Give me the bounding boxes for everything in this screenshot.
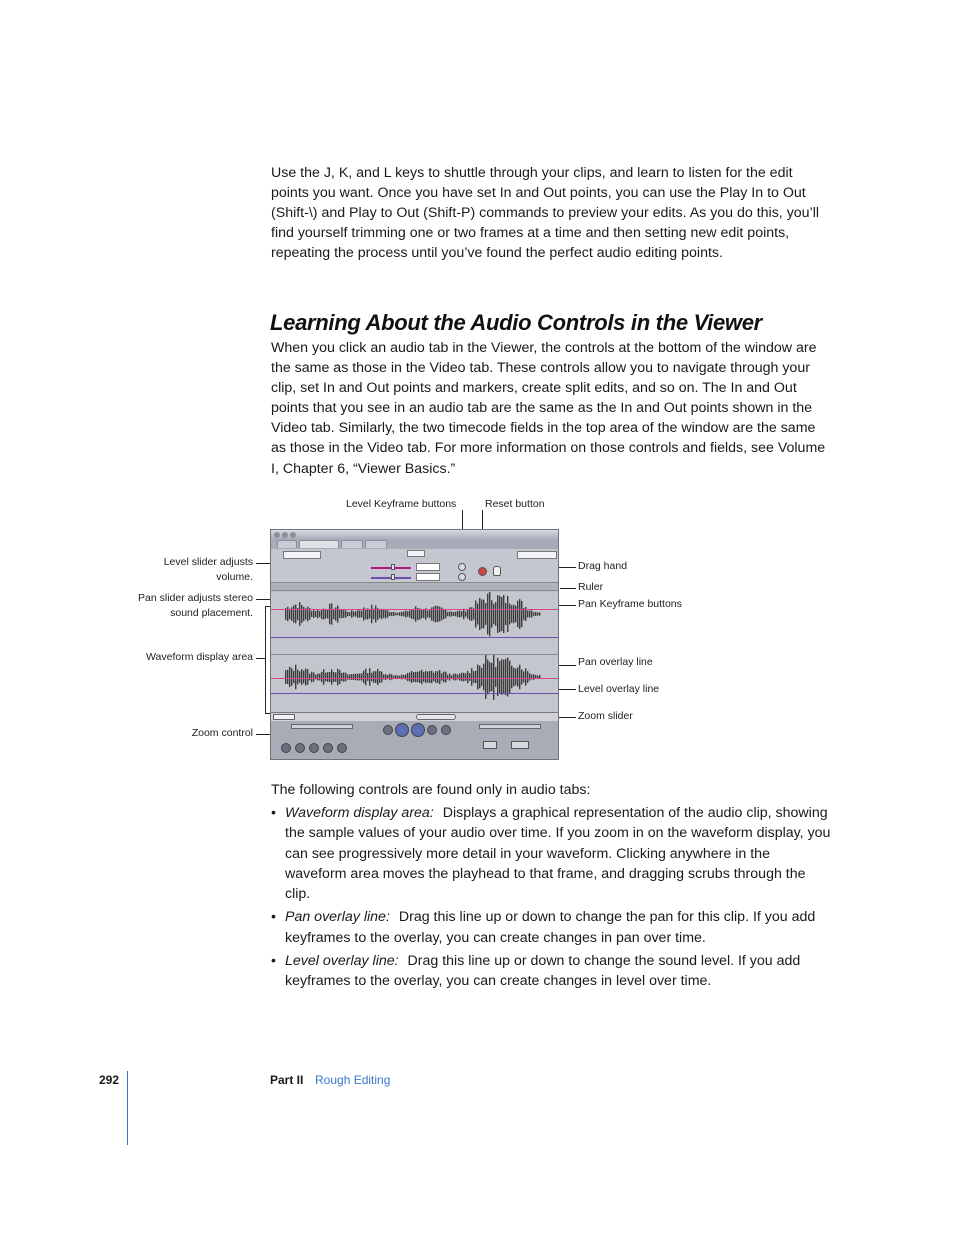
waveform-sample [387,610,388,617]
waveform-sample [299,602,300,626]
list-item: • Waveform display area: Displays a graphical representation of the audio clip, showing the sample values of your audio over time. If you zoom in on the waveform display, you can see progressively more detail in your waveform. Clicking anywhere in the waveform area moves the playhead to that frame, and dragging scrubs through the clip. [271,805,831,903]
play-in-to-out-button[interactable] [395,723,409,737]
waveform-sample [293,671,294,683]
waveform-sample [291,668,292,685]
waveform-sample [361,611,362,618]
bullet-text: Displays a graphical representation of the audio clip, showing the sample values of your audio over time. If you zoom in on the waveform display, you can see progressively more detail in your waveform. Clicking anywhere in the waveform area moves the playhead to that frame, and dragging scrubs through the clip. [285,805,831,903]
ruler[interactable] [271,582,558,591]
waveform-sample [517,667,518,686]
waveform-sample [461,611,462,616]
waveform-sample [395,613,396,616]
waveform-sample [385,610,386,619]
transport-controls [271,721,558,760]
waveform-sample [411,609,412,618]
waveform-sample [437,671,438,683]
waveform-sample [479,666,480,689]
waveform-sample [415,672,416,683]
intro-paragraph: Use the J, K, and L keys to shuttle through your clips, and learn to listen for the edit points you want. Once you have set In and Out points, you can use the Play In to Out (Shift-\) and Play to Out (Shift-P) commands to preview your edits. As you do this, you’ll find yourself trimming one or two frames at a time and then setting new edit points, repeating the process until you’ve found the perfect audio editing points. [271,165,820,262]
waveform-sample [355,674,356,680]
waveform-sample [369,668,370,685]
waveform-sample [495,667,496,687]
waveform-sample [345,610,346,617]
waveform-sample [497,658,498,696]
waveform-sample [381,609,382,619]
waveform-sample [369,610,370,619]
shuttle-control[interactable] [291,724,353,729]
waveform-sample [489,592,490,636]
waveform-sample [429,671,430,683]
list-item: • Level overlay line: Drag this line up or down to change the sound level. If you add keyframes to the overlay, you can create changes in level over time. [271,953,801,990]
mark-clip-button[interactable] [281,743,291,753]
waveform-sample [443,609,444,619]
waveform-sample [337,669,338,686]
waveform-sample [443,672,444,683]
waveform-sample [297,670,298,685]
waveform-sample [505,659,506,695]
callout-level-keyframe-buttons: Level Keyframe buttons [346,498,457,510]
waveform-sample [301,605,302,623]
bullet-text: Drag this line up or down to change the sound level. If you add keyframes to the overlay, you can create changes in level over time. [285,953,801,990]
waveform-sample [449,673,450,680]
waveform-sample [459,673,460,680]
waveform-sample [293,605,294,622]
waveform-sample [517,601,518,628]
waveform-sample [289,667,290,687]
tab-stereo[interactable] [299,540,339,548]
callout-zoom-slider: Zoom slider [578,710,633,722]
waveform-display-area[interactable] [271,592,558,712]
waveform-sample [453,674,454,681]
waveform-sample [349,612,350,616]
mark-in-button[interactable] [323,743,333,753]
current-timecode-field[interactable] [517,551,557,559]
waveform-sample [431,671,432,683]
waveform-sample [375,671,376,683]
callout-reset-button: Reset button [485,498,545,510]
waveform-sample [419,671,420,683]
waveform-sample [303,671,304,684]
waveform-sample [481,668,482,686]
waveform-sample [427,611,428,618]
viewer-window [270,529,559,760]
recent-clips-button[interactable] [511,741,529,749]
waveform-sample [403,612,404,617]
waveform-sample [459,611,460,618]
waveform-sample [477,603,478,624]
reset-button[interactable] [478,567,487,576]
waveform-sample [467,609,468,618]
pan-overlay-line-1[interactable] [271,637,558,638]
waveform-sample [421,670,422,684]
waveform-sample [371,605,372,623]
waveform-sample [335,672,336,681]
waveform-sample [513,605,514,623]
waveform-sample [421,610,422,619]
waveform-sample [435,671,436,683]
waveform-sample [529,610,530,617]
list-intro: The following controls are found only in audio tabs: [271,782,591,798]
waveform-sample [309,674,310,681]
waveform-sample [525,668,526,685]
waveform-sample [513,668,514,687]
zoom-slider-thumb[interactable] [416,714,456,720]
waveform-sample [347,612,348,617]
waveform-sample [383,610,384,618]
waveform-sample [445,672,446,683]
waveform-sample [457,611,458,617]
waveform-sample [339,670,340,684]
waveform-sample [521,669,522,684]
waveform-sample [455,674,456,681]
waveform-sample [475,600,476,627]
waveform-sample [331,669,332,684]
drag-hand-icon[interactable] [493,566,501,576]
waveform-sample [333,609,334,619]
pan-field[interactable] [416,573,440,581]
waveform-sample [511,666,512,689]
callout-pan-slider: Pan slider adjusts stereo sound placement. [138,592,253,619]
waveform-sample [425,608,426,619]
waveform-sample [481,599,482,628]
waveform-sample [307,669,308,685]
tab-filters[interactable] [341,540,363,548]
waveform-sample [311,611,312,617]
waveform-sample [499,661,500,693]
waveform-sample [461,673,462,681]
waveform-sample [341,610,342,618]
waveform-sample [343,610,344,618]
waveform-sample [501,597,502,631]
waveform-sample [357,610,358,618]
pan-overlay-line-2[interactable] [271,693,558,694]
callout-drag-hand: Drag hand [578,560,628,572]
waveform-sample [417,672,418,682]
pan-keyframe-button[interactable] [458,573,466,581]
section-heading: Learning About the Audio Controls in the Viewer [270,310,762,335]
waveform-sample [425,671,426,683]
section-paragraph: When you click an audio tab in the Viewer, the controls at the bottom of the window are the same as those in the Video tab. These controls allow you to navigate through your clip, set In and Out points and markers, create split edits, and so on. The In and Out points that you see in an audio tab are the same as the In and Out points shown in the Video tab. Similarly, the two timecode fields in the top area of the window are the same as those in the Video tab. For more information on those controls and fields, see Volume I, Chapter 6, “Viewer Basics.” [271,340,826,477]
waveform-sample [339,610,340,618]
waveform-sample [399,612,400,615]
waveform-sample [317,674,318,681]
bracket-waveform [265,606,266,714]
waveform-sample [407,611,408,616]
waveform-sample [321,672,322,682]
waveform-sample [491,600,492,628]
zoom-icon[interactable] [290,532,296,538]
play-button[interactable] [411,723,425,737]
waveform-sample [359,674,360,681]
waveform-sample [313,610,314,618]
match-frame-button[interactable] [483,741,497,749]
waveform-sample [295,665,296,690]
waveform-sample [537,612,538,615]
waveform-sample [455,612,456,617]
waveform-sample [379,610,380,618]
waveform-sample [373,671,374,683]
jog-control[interactable] [479,724,541,729]
bullet-term: Level overlay line: [285,953,399,970]
leader-ruler [560,588,576,589]
waveform-sample [315,611,316,617]
add-keyframe-button[interactable] [295,743,305,753]
waveform-sample [465,611,466,616]
waveform-sample [467,671,468,683]
callout-pan-keyframe-buttons: Pan Keyframe buttons [578,598,682,610]
waveform-sample [473,671,474,683]
level-field[interactable] [416,563,440,571]
list-item: • Pan overlay line: Drag this line up or down to change the pan for this clip. If you add keyframes to the overlay, you can create changes in pan over time. [271,909,816,946]
waveform-sample [533,612,534,616]
waveform-sample [371,673,372,681]
level-slider-thumb[interactable] [391,564,395,570]
previous-edit-button[interactable] [383,725,393,735]
bullet-list [271,803,831,995]
waveform-sample [381,672,382,683]
waveform-sample [351,674,352,680]
waveform-sample [527,610,528,617]
waveform-sample [423,672,424,682]
bullet-term: Waveform display area: [285,805,434,821]
waveform-sample [353,674,354,680]
waveform-sample [355,612,356,617]
waveform-sample [389,612,390,616]
waveform-sample [305,608,306,619]
waveform-sample [539,612,540,615]
waveform-sample [345,673,346,682]
footer-rule [127,1071,128,1145]
waveform-sample [453,612,454,616]
waveform-sample [447,612,448,616]
waveform-sample [511,605,512,623]
waveform-sample [391,612,392,616]
waveform-sample [433,673,434,682]
waveform-sample [479,598,480,630]
waveform-sample [305,669,306,686]
waveform-sample [287,670,288,684]
waveform-sample [351,610,352,617]
callout-ruler: Ruler [578,581,604,593]
waveform-sample [475,671,476,683]
close-icon[interactable] [274,532,280,538]
level-keyframe-button[interactable] [458,563,466,571]
waveform-sample [295,605,296,624]
bullet-text: Drag this line up or down to change the pan for this clip. If you add keyframes to the overlay, you can create changes in pan over time. [285,909,816,946]
level-overlay-line-2[interactable] [271,678,558,679]
waveform-sample [365,669,366,686]
waveform-sample [449,611,450,616]
zoom-slider[interactable] [271,712,558,721]
waveform-sample [483,664,484,691]
waveform-sample [505,603,506,625]
waveform-sample [357,674,358,681]
waveform-sample [519,599,520,629]
channel-divider [271,654,558,655]
waveform-sample [451,612,452,617]
waveform-sample [411,671,412,683]
waveform-sample [465,673,466,680]
waveform-channel-1 [285,592,540,636]
next-edit-button[interactable] [441,725,451,735]
waveform-sample [311,672,312,683]
waveform-sample [419,608,420,619]
waveform-sample [313,672,314,681]
waveform-sample [477,665,478,690]
waveform-sample [501,659,502,695]
waveform-sample [397,613,398,615]
waveform-sample [485,603,486,625]
waveform-sample [487,594,488,635]
waveform-sample [489,662,490,692]
footer-part: Part II [270,1073,304,1087]
tab-motion[interactable] [365,540,387,548]
waveform-sample [515,669,516,686]
tab-video[interactable] [277,540,297,548]
waveform-sample [317,610,318,619]
waveform-sample [367,673,368,681]
waveform-sample [289,609,290,620]
waveform-sample [535,612,536,616]
waveform-sample [445,610,446,618]
waveform-sample [503,660,504,694]
waveform-sample [473,608,474,619]
callout-level-overlay-line: Level overlay line [578,683,660,695]
waveform-sample [491,663,492,691]
waveform-sample [323,669,324,684]
waveform-sample [299,671,300,682]
waveform-sample [325,609,326,618]
waveform-sample [361,673,362,680]
page-number: 292 [99,1073,120,1087]
waveform-sample [527,671,528,683]
waveform-sample [325,673,326,681]
waveform-sample [519,665,520,689]
waveform-sample [463,609,464,619]
waveform-sample [341,673,342,681]
waveform-sample [301,669,302,685]
waveform-sample [329,672,330,682]
waveform-sample [409,610,410,617]
waveform-sample [423,610,424,618]
callout-zoom-control: Zoom control [191,727,253,739]
waveform-sample [327,672,328,682]
waveform-sample [285,670,286,684]
waveform-sample [379,671,380,683]
waveform-sample [521,601,522,627]
waveform-sample [359,610,360,617]
waveform-sample [367,608,368,619]
waveform-sample [429,610,430,618]
waveform-sample [329,604,330,624]
callout-level-slider: Level slider adjusts volume. [163,556,253,583]
waveform-sample [393,612,394,616]
waveform-sample [413,672,414,682]
add-marker-button[interactable] [309,743,319,753]
waveform-sample [409,673,410,682]
waveform-sample [343,672,344,681]
minimize-icon[interactable] [282,532,288,538]
waveform-svg [271,592,558,712]
zoom-control[interactable] [273,714,295,720]
waveform-sample [497,595,498,633]
waveform-sample [495,602,496,626]
waveform-sample [363,671,364,683]
waveform-sample [331,603,332,624]
waveform-sample [401,612,402,616]
waveform-sample [503,595,504,633]
waveform-sample [531,611,532,618]
waveform-sample [323,609,324,620]
mark-out-button[interactable] [337,743,347,753]
viewer-tabs [271,539,558,549]
waveform-sample [441,673,442,680]
footer-section-link[interactable]: Rough Editing [315,1073,391,1087]
waveform-sample [377,669,378,685]
waveform-sample [407,673,408,681]
waveform-sample [483,600,484,629]
pan-slider-thumb[interactable] [391,574,395,580]
waveform-sample [533,674,534,680]
waveform-sample [487,660,488,695]
waveform-sample [319,674,320,681]
waveform-sample [523,671,524,682]
waveform-sample [469,673,470,681]
viewer-titlebar [271,530,558,539]
duration-timecode-field[interactable] [283,551,321,559]
waveform-sample [321,609,322,619]
view-popup[interactable] [407,550,425,557]
waveform-sample [463,673,464,682]
waveform-sample [319,611,320,617]
callout-pan-overlay-line: Pan overlay line [578,656,653,668]
waveform-sample [529,673,530,680]
waveform-sample [427,672,428,683]
waveform-sample [493,604,494,625]
callout-waveform-display-area: Waveform display area [146,651,253,663]
waveform-sample [507,658,508,697]
waveform-sample [333,672,334,682]
bullet-term: Pan overlay line: [285,909,390,926]
waveform-sample [373,609,374,620]
waveform-sample [405,611,406,618]
waveform-sample [365,609,366,619]
waveform-sample [507,596,508,632]
waveform-sample [471,668,472,686]
waveform-sample [327,610,328,619]
waveform-sample [413,609,414,619]
waveform-sample [509,604,510,625]
waveform-sample [499,596,500,632]
waveform-sample [509,661,510,694]
level-overlay-line-1[interactable] [271,609,558,610]
waveform-sample [439,670,440,684]
play-around-button[interactable] [427,725,437,735]
waveform-sample [353,611,354,616]
waveform-sample [389,674,390,680]
